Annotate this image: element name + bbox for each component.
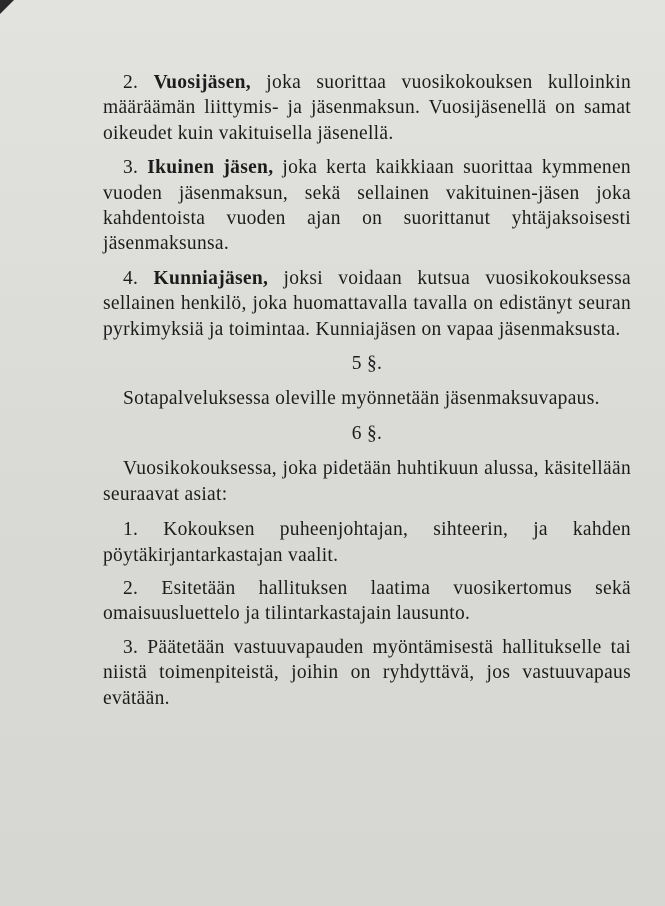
member-type-paragraph: [103, 266, 631, 342]
agenda-item-number: 3.: [123, 636, 139, 658]
member-type-paragraph: [103, 155, 631, 257]
member-type-term: Ikuinen jäsen,: [147, 157, 274, 179]
agenda-item: [103, 635, 631, 711]
agenda-item-text: Kokouksen puheenjohtajan, sihteerin, ja kahden pöytäkirjantarkastajan vaalit.: [103, 519, 631, 566]
section-6-heading: 6 §.: [351, 422, 383, 444]
agenda-item: [103, 576, 631, 627]
member-type-term: Kunniajäsen,: [153, 267, 269, 289]
section-5-text: Sotapalveluksessa oleville myönnetään jäsenmaksuvapaus.: [123, 388, 600, 410]
item-number: 2.: [123, 72, 139, 93]
corner-mark: [0, 0, 14, 14]
agenda-item-number: 2.: [123, 577, 139, 599]
agenda-item-text: Päätetään vastuuvapauden myöntämisestä hallitukselle tai niistä toimenpiteistä, joihin on ryhdyttävä, jos vastuuvapaus evätään.: [103, 636, 631, 709]
member-type-paragraph: [103, 70, 631, 146]
member-type-term: Vuosijäsen,: [153, 72, 251, 93]
agenda-list: [103, 517, 631, 711]
item-number: 4.: [123, 267, 139, 289]
section-5-heading: 5 §.: [351, 353, 383, 375]
member-type-text: joksi voidaan kutsua vuosikokouksessa sellainen henkilö, joka huomattavalla tavalla on edistänyt seuran pyrkimyksiä ja toimintaa. Kunniajäsen on vapaa jäsenmaksusta.: [103, 267, 631, 340]
item-number: 3.: [123, 157, 139, 179]
agenda-item-number: 1.: [123, 519, 139, 541]
document-body: [103, 70, 631, 711]
member-type-text: joka kerta kaikkiaan suorittaa kymmenen vuoden jäsenmaksun, sekä sellainen vakituinen-jäsen joka kahdentoista vuoden ajan on suorittanut yhtäjaksoisesti jäsenmaksunsa.: [103, 157, 631, 255]
member-type-text: joka suorittaa vuosikokouksen kulloinkin määräämän liittymis- ja jäsenmaksun. Vuosijäsenellä on samat oikeudet kuin vakituisella jäsenellä.: [103, 72, 631, 144]
agenda-item: [103, 517, 631, 568]
section-6-intro: Vuosikokouksessa, joka pidetään huhtikuun alussa, käsitellään seuraavat asiat:: [103, 458, 631, 505]
agenda-item-text: Esitetään hallituksen laatima vuosikertomus sekä omaisuusluettelo ja tilintarkastajain lausunto.: [103, 577, 631, 625]
